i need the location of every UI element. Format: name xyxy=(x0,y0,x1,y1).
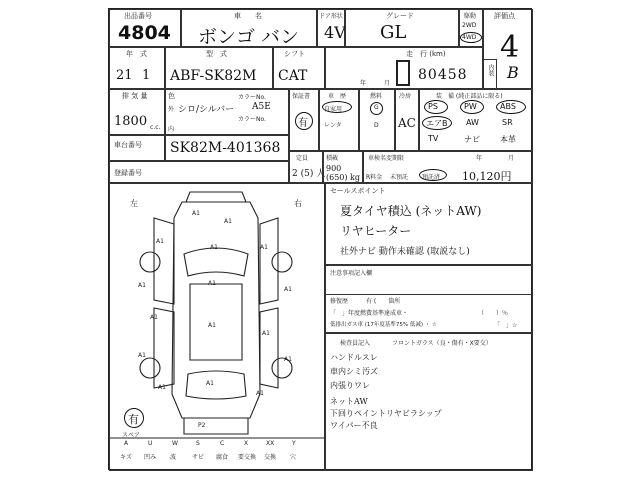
change-history-label: 名変期限 xyxy=(380,155,405,162)
mark-13: A1 xyxy=(284,356,292,363)
fuel-g: G xyxy=(374,104,379,111)
door-label: ドア形状 xyxy=(319,13,343,20)
shift-value: CAT xyxy=(278,68,308,84)
grade-value: GL xyxy=(380,22,407,43)
equip-navi: ナビ xyxy=(464,135,480,144)
remark-2: 車内シミ汚ズ xyxy=(330,367,378,376)
mark-2: A1 xyxy=(224,218,232,225)
equip-airbag: エアB xyxy=(426,119,448,128)
legend-desc-xx: 交換 xyxy=(264,454,277,461)
legend-w: W xyxy=(172,440,178,447)
roof-outline xyxy=(190,284,242,360)
year-cell xyxy=(109,47,165,89)
lot-number: 4804 xyxy=(118,22,171,44)
shift-label: シフト xyxy=(284,50,305,58)
interior-label-cell xyxy=(483,59,497,89)
equipment-label: 装 備 (純正部品に限る) xyxy=(436,93,503,100)
drive-4wd-circle xyxy=(460,32,482,43)
rear-bumper-outline xyxy=(184,418,248,434)
inspector-label: 検査員記入 xyxy=(340,340,371,347)
wheel-front-right xyxy=(272,252,292,272)
car-name: ボンゴ バン xyxy=(198,26,300,48)
right-front-door-outline xyxy=(260,218,278,304)
load-value: 900 (650) kg xyxy=(326,164,361,182)
score-value: 4 xyxy=(500,30,520,65)
color-code-label-2: カラーNo. xyxy=(238,116,266,123)
emission-pct: （ ）％ xyxy=(478,310,509,317)
load-cell xyxy=(323,151,363,183)
wheel-front-left xyxy=(140,252,160,272)
car-name-label: 車 名 xyxy=(234,12,262,20)
month-value: 1 xyxy=(142,68,151,83)
chassis-label: 車台番号 xyxy=(114,141,142,149)
fuel-cell xyxy=(359,89,395,151)
wheel-rear-left xyxy=(140,358,160,378)
low-emission-suffix: 「 」☆ xyxy=(494,322,518,329)
sales-points xyxy=(325,183,533,265)
mark-16: A1 xyxy=(256,390,264,397)
displacement-label: 排 気 量 xyxy=(122,92,148,100)
legend-s: S xyxy=(196,440,200,447)
legend-desc-x: 要交換 xyxy=(238,454,257,461)
chassis-value: SK82M-401368 xyxy=(170,140,281,156)
sales-line-2: リヤヒーター xyxy=(340,224,412,238)
car-outline-svg xyxy=(110,184,326,472)
cooling-cell xyxy=(395,89,419,151)
mark-4: A1 xyxy=(210,244,218,251)
front-bumper-outline xyxy=(186,192,246,202)
usage-rental: レンタ xyxy=(324,122,342,129)
equip-tv: TV xyxy=(428,134,439,143)
equip-aw: AW xyxy=(466,118,479,127)
color-code: A5E xyxy=(252,102,271,112)
mark-8: A1 xyxy=(284,286,292,293)
usage-private: 自家用 xyxy=(324,106,343,113)
capacity-label: 定員 xyxy=(296,155,309,162)
notes-label: 注意事項記入欄 xyxy=(330,270,373,277)
repair-value: 有 ( 箇所 xyxy=(366,298,401,305)
equip-pw-circle xyxy=(460,100,484,114)
drive-4wd: 4WD xyxy=(462,34,477,41)
drive-cell xyxy=(459,9,483,47)
color-label: 色 xyxy=(168,92,175,100)
mark-15: A1 xyxy=(206,380,214,387)
mark-11: A1 xyxy=(262,330,270,337)
mark-3: A1 xyxy=(156,238,164,245)
registration-cell xyxy=(109,161,289,183)
legend-desc-y: 穴 xyxy=(290,454,297,461)
legend-desc-c: 腐食 xyxy=(216,454,229,461)
interior-label: 内装 xyxy=(487,64,494,76)
ac-value: AC xyxy=(398,116,416,130)
left-front-door-outline xyxy=(154,218,174,304)
year-value: 21 xyxy=(116,68,133,83)
remark-6: ワイパー不良 xyxy=(330,421,378,430)
year-label: 年 式 xyxy=(126,50,147,58)
color-interior-label: 内 xyxy=(168,126,175,133)
equip-leather: 本革 xyxy=(500,135,516,144)
mark-10: A1 xyxy=(208,322,216,329)
low-emission-label: 低排出ガス車 (17年度基準75% 低減) ・ ☆ xyxy=(330,322,437,328)
recycle-not-deposited: 未預託 xyxy=(390,174,409,181)
gatsu-label: 月 xyxy=(384,80,391,87)
capacity-value: 2 (5) 人 xyxy=(292,169,326,179)
legend-y: Y xyxy=(292,440,296,447)
lot-number-cell xyxy=(109,9,181,47)
drive-label: 駆動 xyxy=(464,13,477,20)
color-code-label-1: カラーNo. xyxy=(238,94,266,101)
notes-divider xyxy=(326,294,532,295)
remark-3: 内張りワレ xyxy=(330,381,370,390)
drive-2wd: 2WD xyxy=(462,22,477,29)
warranty-value: 有 xyxy=(298,118,308,129)
remark-1: ハンドルスレ xyxy=(330,353,378,362)
remark-5: 下回りペイントリヤビラシップ xyxy=(330,409,442,418)
mileage-box xyxy=(396,60,410,86)
equip-sr: SR xyxy=(502,118,513,127)
spare-label: スペア xyxy=(122,432,141,439)
diagram-right-label: 右 xyxy=(294,199,302,208)
inspection-year: 年 xyxy=(476,155,483,162)
mileage-cell xyxy=(325,47,483,89)
inspector-remarks xyxy=(325,333,533,471)
registration-label: 登録番号 xyxy=(114,169,142,177)
fuel-label: 燃料 xyxy=(370,93,383,100)
inspection-month: 月 xyxy=(508,155,515,162)
mark-17: P2 xyxy=(198,422,206,429)
legend-u: U xyxy=(148,440,153,447)
mark-9: A1 xyxy=(150,314,158,321)
mark-12: A1 xyxy=(138,352,146,359)
inspection-cell xyxy=(363,151,533,183)
legend-a: A xyxy=(124,440,129,447)
notes-section xyxy=(325,265,533,333)
legend-xx: XX xyxy=(266,440,275,447)
windshield-outline xyxy=(184,248,248,276)
legend-desc-a: キズ xyxy=(120,454,132,461)
sales-label: セールスポイント xyxy=(330,187,386,195)
model-value: ABF-SK82M xyxy=(170,68,257,84)
equip-pw: PW xyxy=(464,102,477,111)
inspection-label: 車検 xyxy=(368,155,381,162)
warranty-cell xyxy=(289,89,319,151)
legend-desc-w: 波 xyxy=(170,454,177,461)
remark-4: ネットAW xyxy=(330,397,368,406)
chassis-cell xyxy=(165,135,289,161)
legend-x: X xyxy=(244,440,249,447)
equip-airbag-circle xyxy=(422,116,452,130)
legend-c: C xyxy=(220,440,225,447)
auction-sheet xyxy=(108,8,532,470)
grade-cell xyxy=(345,9,459,47)
car-body-outline xyxy=(172,202,260,418)
door-cell xyxy=(317,9,345,47)
repair-label: 修復歴 xyxy=(330,298,349,305)
model-label: 型 式 xyxy=(206,50,227,58)
mark-7: A1 xyxy=(208,280,216,287)
legend-desc-u: 凹み xyxy=(144,454,157,461)
usage-private-circle xyxy=(322,101,352,113)
recycle-deposited: 預託済 xyxy=(422,174,441,181)
color-cell xyxy=(165,89,289,135)
recycle-circle xyxy=(419,169,447,181)
usage-label: 車 歴 xyxy=(328,93,347,100)
load-label: 積載 xyxy=(326,155,339,162)
equipment-cell xyxy=(419,89,533,151)
cooling-label: 冷房 xyxy=(399,93,412,100)
chassis-label-cell xyxy=(109,135,165,161)
mark-14: A1 xyxy=(158,384,166,391)
windshield-label: フロントガラス（良・傷有・X要交） xyxy=(392,340,492,347)
nen-label: 年 xyxy=(360,80,367,87)
warranty-label: 保証書 xyxy=(292,93,311,100)
sales-line-3: 社外ナビ 動作未確認 (取説なし) xyxy=(340,247,470,257)
exterior-label: 外 xyxy=(168,106,175,113)
score-label: 評価点 xyxy=(494,12,515,20)
interior-score: B xyxy=(507,63,519,82)
rear-window-outline xyxy=(186,371,246,399)
car-name-cell xyxy=(181,9,317,47)
displacement-value: 1800 xyxy=(114,114,148,129)
equip-abs-circle xyxy=(496,100,526,114)
lot-label: 出品番号 xyxy=(124,12,152,20)
grade-label: グレード xyxy=(386,12,414,20)
doors-value: 4V xyxy=(324,23,346,42)
displacement-cell xyxy=(109,89,165,135)
color-name: シロ/シルバー xyxy=(178,105,235,115)
model-cell xyxy=(165,47,273,89)
diagram-left-label: 左 xyxy=(130,199,138,208)
shift-cell xyxy=(273,47,325,89)
fuel-d: D xyxy=(374,122,379,129)
recycle-label: R料金 xyxy=(366,174,383,181)
mark-5: A1 xyxy=(260,244,268,251)
damage-diagram xyxy=(109,183,325,471)
mileage-label: 走 行 (km) xyxy=(406,50,446,58)
capacity-cell xyxy=(289,151,326,183)
legend-desc-s: サビ xyxy=(192,454,205,461)
recycle-fee: 10,120円 xyxy=(462,170,512,183)
mark-6: A1 xyxy=(138,282,146,289)
mileage-value: 80458 xyxy=(418,67,468,83)
equip-ps-circle xyxy=(424,100,448,114)
cc-label: c.c. xyxy=(150,124,161,131)
equip-ps: PS xyxy=(428,102,438,111)
emission-label: 「 」年度燃費基準達成車・ xyxy=(330,310,409,317)
sales-line-1: 夏タイヤ積込 (ネットAW) xyxy=(340,204,482,218)
usage-cell xyxy=(319,89,359,151)
equip-abs: ABS xyxy=(500,102,516,111)
mark-1: A1 xyxy=(192,210,200,217)
spare-value: 有 xyxy=(128,413,139,426)
